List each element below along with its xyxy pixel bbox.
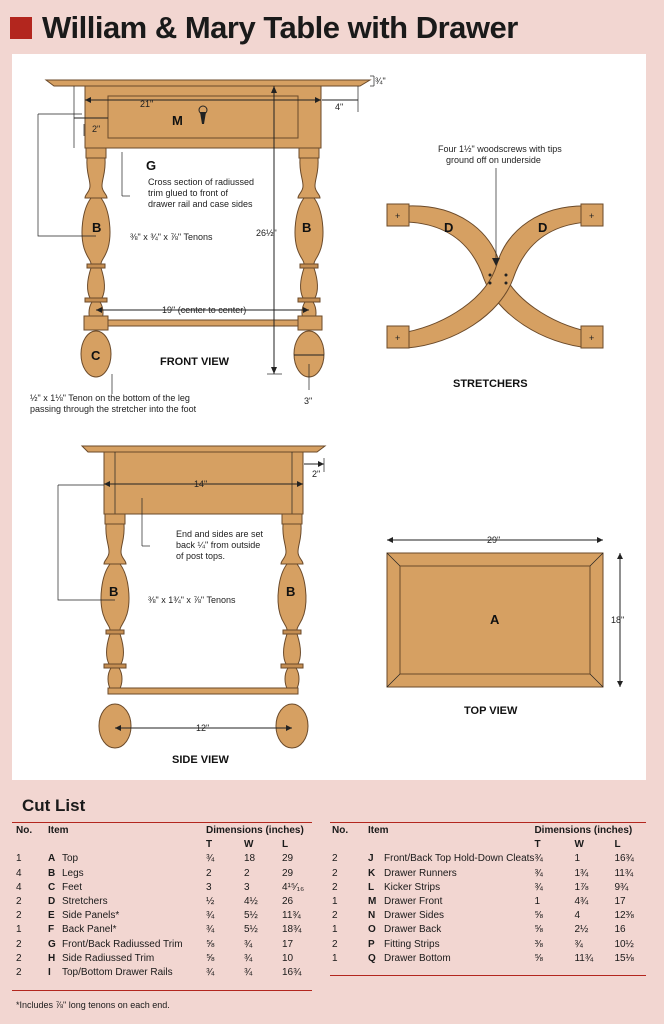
note-setback-line3: of post tops. bbox=[176, 551, 226, 561]
cell-t: ⅜ bbox=[534, 938, 543, 950]
cell-w: 18 bbox=[244, 853, 256, 865]
cell-item: Drawer Back bbox=[384, 924, 442, 936]
cell-l: 4¹⁵⁄₁₆ bbox=[282, 881, 305, 893]
cell-w: 5½ bbox=[244, 910, 258, 922]
header-w: W bbox=[574, 839, 584, 851]
cell-t: ¾ bbox=[206, 924, 215, 936]
cell-item: Top/Bottom Drawer Rails bbox=[62, 967, 173, 979]
cut-list-row bbox=[16, 966, 312, 980]
cell-item: Legs bbox=[62, 867, 84, 879]
part-label-d-right: D bbox=[538, 220, 548, 235]
note-foot-line2: passing through the stretcher into the foot bbox=[30, 404, 197, 414]
dim-4: 4" bbox=[335, 102, 344, 112]
page-title: William & Mary Table with Drawer bbox=[42, 10, 518, 45]
cell-item: Side Radiussed Trim bbox=[62, 952, 155, 964]
stretchers-label: STRETCHERS bbox=[453, 378, 528, 390]
drawing-panel bbox=[12, 54, 646, 780]
cell-l: 16 bbox=[614, 924, 626, 936]
cell-w: 11¾ bbox=[574, 952, 594, 964]
cell-code: L bbox=[368, 881, 375, 893]
side-foot-left bbox=[99, 704, 131, 748]
cut-list-row bbox=[332, 909, 648, 923]
cell-code: K bbox=[368, 867, 376, 879]
cell-w: 4½ bbox=[244, 896, 258, 908]
cell-w: ¾ bbox=[244, 952, 253, 964]
cell-code: C bbox=[48, 881, 56, 893]
note-woodscrews-line2: ground off on underside bbox=[446, 155, 541, 165]
cell-no: 2 bbox=[16, 938, 22, 950]
header-no: No. bbox=[16, 825, 33, 836]
cell-t: ⅝ bbox=[534, 952, 543, 964]
side-view-label: SIDE VIEW bbox=[172, 754, 229, 766]
part-label-g: G bbox=[146, 158, 157, 173]
cell-t: ½ bbox=[206, 896, 215, 908]
header-dimensions: Dimensions (inches) bbox=[534, 825, 633, 836]
cut-list-row bbox=[332, 852, 648, 866]
cell-l: 17 bbox=[614, 896, 626, 908]
cut-list-row bbox=[332, 895, 648, 909]
dim-12: 12" bbox=[196, 723, 210, 733]
cell-code: J bbox=[368, 853, 374, 865]
cell-l: 12⅜ bbox=[614, 910, 634, 922]
svg-text:+: + bbox=[589, 333, 595, 343]
dim-top-thickness: ¾" bbox=[375, 76, 386, 86]
side-leg-left bbox=[101, 514, 129, 690]
cell-item: Top bbox=[62, 853, 79, 865]
cut-list-row bbox=[16, 895, 312, 909]
cell-t: ¾ bbox=[206, 853, 215, 865]
cell-item: Front/Back Radiussed Trim bbox=[62, 938, 183, 950]
cell-l: 29 bbox=[282, 867, 294, 879]
cut-list-row bbox=[16, 923, 312, 937]
cut-list-row bbox=[16, 867, 312, 881]
side-stretcher bbox=[108, 688, 298, 694]
cell-t: ¾ bbox=[206, 967, 215, 979]
note-g-line2: trim glued to front of bbox=[148, 188, 229, 198]
cell-l: 16¾ bbox=[282, 967, 302, 979]
cell-no: 1 bbox=[332, 924, 338, 936]
header-l: L bbox=[282, 839, 289, 851]
cut-list-row bbox=[16, 938, 312, 952]
cell-code: E bbox=[48, 910, 55, 922]
header-dimensions: Dimensions (inches) bbox=[206, 825, 304, 836]
front-stretcher bbox=[86, 320, 320, 326]
cell-t: ⅝ bbox=[206, 952, 215, 964]
cell-no: 1 bbox=[16, 853, 22, 865]
dim-foot-3: 3" bbox=[304, 396, 313, 406]
cell-w: 4 bbox=[574, 910, 580, 922]
cell-code: H bbox=[48, 952, 56, 964]
cell-code: I bbox=[48, 967, 51, 979]
cut-list-table-right bbox=[332, 824, 648, 966]
cut-list-row bbox=[16, 909, 312, 923]
cell-l: 11¾ bbox=[614, 867, 634, 879]
cell-t: 2 bbox=[206, 867, 212, 879]
cell-t: ¾ bbox=[534, 853, 543, 865]
cell-item: Back Panel* bbox=[62, 924, 117, 936]
dim-18: 18" bbox=[611, 615, 625, 625]
cell-w: ¾ bbox=[244, 938, 253, 950]
cell-t: ⅝ bbox=[534, 910, 543, 922]
dim-side-2: 2" bbox=[312, 469, 321, 479]
dim-14: 14" bbox=[194, 479, 208, 489]
header-w: W bbox=[244, 839, 254, 851]
cell-no: 1 bbox=[332, 952, 338, 964]
cell-no: 2 bbox=[332, 910, 338, 922]
footnote: *Includes ⅞" long tenons on each end. bbox=[16, 1000, 170, 1010]
cell-w: 3 bbox=[244, 881, 250, 893]
part-label-b-side-left: B bbox=[109, 584, 119, 599]
cell-l: 17 bbox=[282, 938, 294, 950]
note-g-line1: Cross section of radiussed bbox=[148, 177, 255, 187]
note-foot-line1: ½" x 1⅛" Tenon on the bottom of the leg bbox=[30, 393, 190, 403]
cut-list-title: Cut List bbox=[22, 796, 86, 815]
cell-no: 2 bbox=[332, 867, 338, 879]
part-label-d-left: D bbox=[444, 220, 454, 235]
cell-item: Drawer Front bbox=[384, 896, 443, 908]
cell-w: 1¾ bbox=[574, 867, 589, 879]
cell-code: M bbox=[368, 896, 377, 908]
cell-w: 2½ bbox=[574, 924, 589, 936]
cell-t: ¾ bbox=[206, 910, 215, 922]
cell-code: F bbox=[48, 924, 55, 936]
cell-t: 1 bbox=[534, 896, 540, 908]
title-bar bbox=[10, 10, 518, 46]
cell-l: 26 bbox=[282, 896, 294, 908]
cell-l: 15⅛ bbox=[614, 952, 634, 964]
part-label-b-right: B bbox=[302, 220, 312, 235]
cell-l: 10 bbox=[282, 952, 294, 964]
cell-w: 1 bbox=[574, 853, 580, 865]
cell-w: 4¾ bbox=[574, 896, 589, 908]
cell-item: Feet bbox=[62, 881, 83, 893]
rule-right-top bbox=[330, 822, 646, 823]
front-view bbox=[30, 76, 386, 414]
cell-no: 2 bbox=[16, 896, 22, 908]
top-view-label: TOP VIEW bbox=[464, 705, 518, 717]
cut-list-row bbox=[332, 923, 648, 937]
stretchers-view bbox=[387, 144, 603, 390]
cell-code: N bbox=[368, 910, 376, 922]
cell-l: 9¾ bbox=[614, 881, 629, 893]
rule-right-bottom bbox=[330, 975, 646, 976]
side-table-top bbox=[82, 446, 325, 452]
dim-29: 29" bbox=[487, 535, 501, 545]
side-foot-right bbox=[276, 704, 308, 748]
cell-l: 16¾ bbox=[614, 853, 634, 865]
part-label-b-left: B bbox=[92, 220, 102, 235]
cell-code: D bbox=[48, 896, 56, 908]
header-item: Item bbox=[48, 825, 69, 836]
top-view bbox=[387, 535, 624, 717]
cut-list-row bbox=[332, 867, 648, 881]
cell-l: 11¾ bbox=[282, 910, 301, 922]
cut-list-row bbox=[332, 952, 648, 966]
cut-list-row bbox=[332, 881, 648, 895]
cut-list-row bbox=[16, 852, 312, 866]
cell-w: 1⅞ bbox=[574, 881, 589, 893]
cell-no: 2 bbox=[16, 952, 22, 964]
header-item: Item bbox=[368, 825, 389, 836]
cell-item: Front/Back Top Hold-Down Cleats bbox=[384, 853, 535, 865]
cell-no: 2 bbox=[16, 910, 22, 922]
header-t: T bbox=[206, 839, 213, 851]
cell-t: ¾ bbox=[534, 867, 543, 879]
cell-item: Fitting Strips bbox=[384, 938, 440, 950]
cell-no: 2 bbox=[332, 881, 338, 893]
cut-list-row bbox=[332, 938, 648, 952]
cell-l: 29 bbox=[282, 853, 294, 865]
cell-code: Q bbox=[368, 952, 376, 964]
cut-list-table-left bbox=[16, 824, 312, 980]
part-label-a: A bbox=[490, 612, 500, 627]
dim-height: 26½" bbox=[256, 228, 277, 238]
cell-l: 18¾ bbox=[282, 924, 302, 936]
svg-text:+: + bbox=[395, 333, 401, 343]
cell-no: 4 bbox=[16, 881, 22, 893]
note-side-tenons: ⅜" x 1¾" x ⅞" Tenons bbox=[148, 595, 236, 605]
dim-21: 21" bbox=[140, 99, 154, 109]
cell-w: ¾ bbox=[244, 967, 253, 979]
cell-no: 2 bbox=[332, 853, 338, 865]
svg-text:+: + bbox=[395, 211, 401, 221]
cell-item: Drawer Bottom bbox=[384, 952, 451, 964]
cell-code: O bbox=[368, 924, 376, 936]
part-label-c: C bbox=[91, 348, 101, 363]
rule-left-top bbox=[12, 822, 312, 823]
part-label-b-side-right: B bbox=[286, 584, 296, 599]
note-front-tenons: ⅜" x ¾" x ⅞" Tenons bbox=[130, 232, 213, 242]
cell-t: ⅝ bbox=[206, 938, 215, 950]
cell-t: ⅝ bbox=[534, 924, 543, 936]
cell-no: 2 bbox=[332, 938, 338, 950]
cell-code: P bbox=[368, 938, 375, 950]
cell-item: Stretchers bbox=[62, 896, 108, 908]
note-woodscrews-line1: Four 1½" woodscrews with tips bbox=[438, 144, 562, 154]
cell-no: 1 bbox=[332, 896, 338, 908]
svg-text:+: + bbox=[589, 211, 595, 221]
cell-no: 1 bbox=[16, 924, 22, 936]
cell-item: Side Panels* bbox=[62, 910, 120, 922]
cell-item: Kicker Strips bbox=[384, 881, 441, 893]
cell-no: 4 bbox=[16, 867, 22, 879]
side-view bbox=[58, 446, 325, 766]
cell-w: 5½ bbox=[244, 924, 258, 936]
plans-diagram bbox=[12, 54, 646, 780]
note-g-line3: drawer rail and case sides bbox=[148, 199, 253, 209]
cell-no: 2 bbox=[16, 967, 22, 979]
front-table-top bbox=[46, 80, 370, 86]
header-no: No. bbox=[332, 825, 349, 836]
cell-item: Drawer Sides bbox=[384, 910, 445, 922]
note-setback-line1: End and sides are set bbox=[176, 529, 264, 539]
front-leg-right bbox=[295, 148, 323, 324]
note-setback-line2: back ¼" from outside bbox=[176, 540, 261, 550]
cell-w: ¾ bbox=[574, 938, 583, 950]
header-l: L bbox=[614, 839, 621, 851]
dim-stretcher-span: 19" (center to center) bbox=[162, 305, 247, 315]
cell-item: Drawer Runners bbox=[384, 867, 457, 879]
cell-code: B bbox=[48, 867, 56, 879]
cell-code: A bbox=[48, 853, 56, 865]
part-label-m: M bbox=[172, 113, 183, 128]
cut-list-row bbox=[16, 881, 312, 895]
cell-code: G bbox=[48, 938, 56, 950]
cell-w: 2 bbox=[244, 867, 250, 879]
cell-t: 3 bbox=[206, 881, 212, 893]
rule-left-bottom bbox=[12, 990, 312, 991]
dim-2: 2" bbox=[92, 124, 101, 134]
front-view-label: FRONT VIEW bbox=[160, 356, 230, 368]
title-marker bbox=[10, 17, 32, 39]
cell-l: 10½ bbox=[614, 938, 634, 950]
cell-t: ¾ bbox=[534, 881, 543, 893]
side-leg-right bbox=[278, 514, 306, 690]
header-t: T bbox=[534, 839, 541, 851]
cut-list-row bbox=[16, 952, 312, 966]
